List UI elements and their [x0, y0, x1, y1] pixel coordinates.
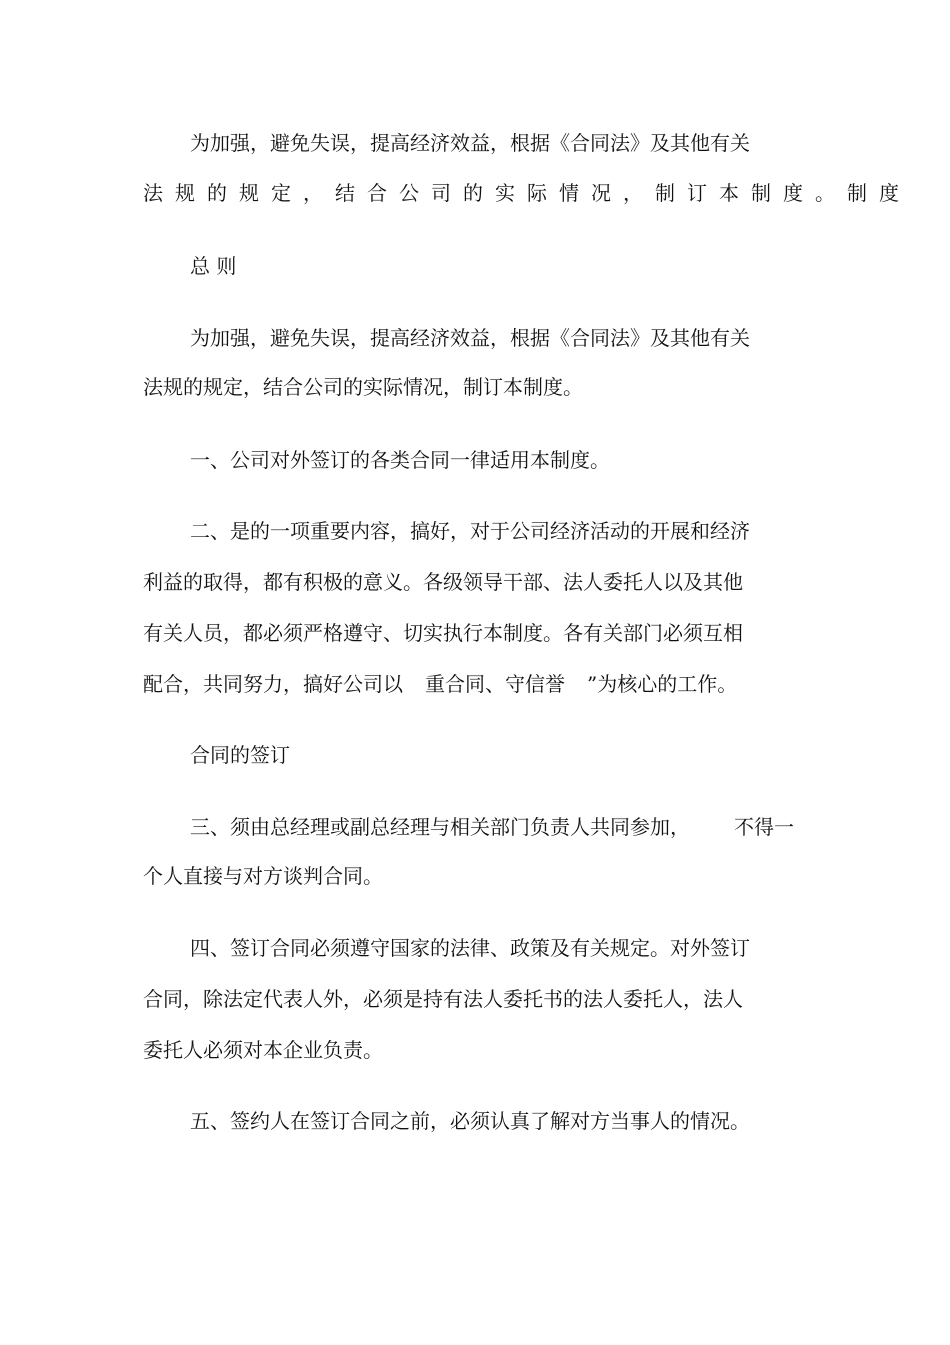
article-2-line-1: 二、是的一项重要内容，搞好，对于公司经济活动的开展和经济	[190, 519, 750, 543]
article-1: 一、公司对外签订的各类合同一律适用本制度。	[190, 448, 610, 472]
paragraph-2-line-2: 法规的规定，结合公司的实际情况，制订本制度。	[143, 375, 583, 399]
article-2-line-4-part-a: 配合，共同努力，搞好公司以	[143, 672, 403, 696]
paragraph-1-line-2: 法规的规定，结合公司的实际情况，制订本制度。制度	[143, 181, 911, 205]
article-2-line-4-part-b: 重合同、守信誉	[425, 672, 565, 696]
article-4-line-2: 合同，除法定代表人外，必须是持有法人委托书的法人委托人，法人	[143, 987, 743, 1011]
paragraph-1-line-1: 为加强，避免失误，提高经济效益，根据《合同法》及其他有关	[190, 131, 750, 155]
heading-contract-signing: 合同的签订	[190, 743, 290, 767]
article-4-line-3: 委托人必须对本企业负责。	[143, 1038, 383, 1062]
paragraph-2-line-1: 为加强，避免失误，提高经济效益，根据《合同法》及其他有关	[190, 326, 750, 350]
article-3-line-1-part-b: 不得一	[734, 815, 794, 839]
article-2-line-4	[143, 671, 737, 697]
article-2-line-2: 利益的取得，都有积极的意义。各级领导干部、法人委托人以及其他	[143, 570, 743, 594]
heading-general-principles: 总 则	[190, 254, 237, 278]
article-2-line-3: 有关人员，都必须严格遵守、切实执行本制度。各有关部门必须互相	[143, 621, 743, 645]
article-2-line-4-part-c: ”为核心的工作。	[587, 672, 738, 696]
article-3-line-2: 个人直接与对方谈判合同。	[143, 864, 383, 888]
article-3-line-1	[190, 814, 794, 840]
article-4-line-1: 四、签订合同必须遵守国家的法律、政策及有关规定。对外签订	[190, 936, 750, 960]
article-3-line-1-part-a: 三、须由总经理或副总经理与相关部门负责人共同参加，	[190, 815, 690, 839]
article-5: 五、签约人在签订合同之前，必须认真了解对方当事人的情况。	[190, 1109, 750, 1133]
